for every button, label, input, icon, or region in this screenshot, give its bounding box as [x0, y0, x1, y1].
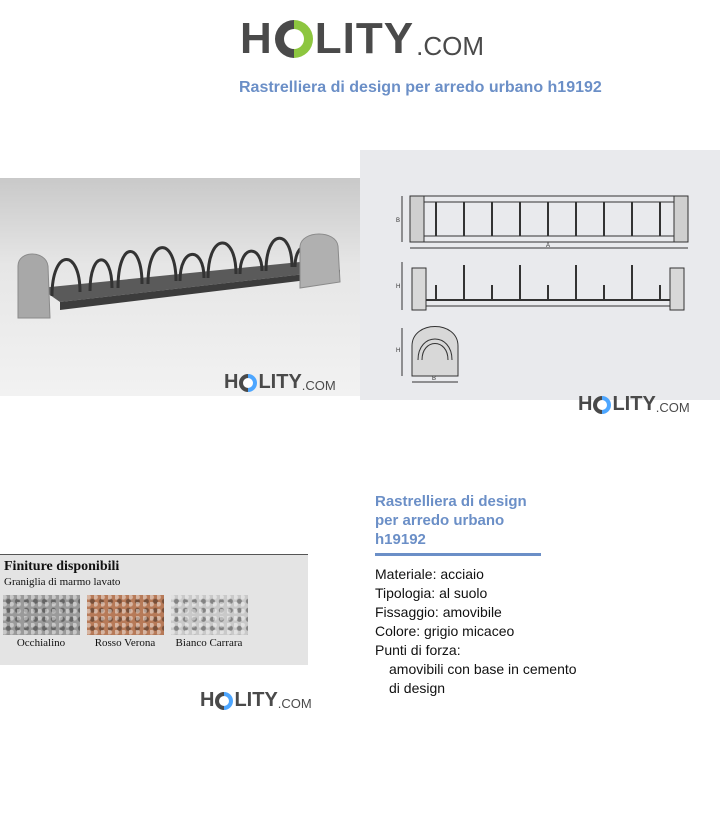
bike-rack-illustration: [0, 178, 360, 396]
dim-label-a: A: [546, 243, 551, 249]
spec-heading-line: h19192: [375, 531, 426, 548]
logo-ring-icon: [239, 374, 257, 392]
logo-text-dotcom: .COM: [301, 378, 336, 393]
spec-strength-item: di design: [389, 680, 446, 696]
spec-heading: [375, 492, 555, 549]
spec-row-strengths: Punti di forza:: [375, 642, 461, 658]
dim-label-b: B: [396, 218, 401, 224]
holity-logo-photo: [224, 371, 336, 394]
spec-heading-line: Rastrelliera di design: [375, 493, 527, 510]
finishes-heading: Finiture disponibili: [4, 559, 120, 574]
logo-ring-icon: [215, 692, 233, 710]
finishes-panel: [0, 554, 308, 665]
technical-drawing: [360, 150, 720, 400]
swatch-occhialino: [3, 595, 80, 635]
swatch-bianco-carrara: [171, 595, 248, 635]
logo-text-lity: LITY: [258, 371, 302, 393]
holity-logo[interactable]: [240, 14, 484, 64]
finishes-subheading: Graniglia di marmo lavato: [4, 576, 121, 588]
dim-label-b-end: B: [432, 376, 437, 382]
logo-text-lity: LITY: [612, 393, 656, 415]
spec-row-material: Materiale: acciaio: [375, 566, 484, 582]
holity-logo-finishes: [200, 689, 312, 712]
swatch-label-rosso-verona: Rosso Verona: [94, 637, 156, 649]
page-title: Rastrelliera di design per arredo urbano h19192: [239, 79, 602, 96]
logo-text-lity: LITY: [234, 689, 278, 711]
logo-text-dotcom: .COM: [277, 696, 312, 711]
logo-text-dotcom: .COM: [416, 30, 484, 61]
logo-text-h: H: [240, 14, 273, 63]
spec-row-color: Colore: grigio micaceo: [375, 623, 515, 639]
logo-text-lity: LITY: [314, 14, 415, 63]
swatch-rosso-verona: [87, 595, 164, 635]
spec-heading-line: per arredo urbano: [375, 512, 505, 529]
spec-row-fixing: Fissaggio: amovibile: [375, 604, 502, 620]
drawing-svg: [360, 150, 720, 400]
swatch-label-bianco-carrara: Bianco Carrara: [175, 637, 243, 649]
logo-text-h: H: [578, 393, 593, 415]
dim-label-h: H: [396, 284, 401, 290]
logo-ring-icon: [275, 20, 313, 58]
spec-list: [375, 565, 577, 698]
product-photo: [0, 178, 360, 396]
logo-ring-icon: [593, 396, 611, 414]
spec-divider: [375, 553, 541, 556]
logo-text-h: H: [224, 371, 239, 393]
spec-row-type: Tipologia: al suolo: [375, 585, 488, 601]
holity-logo-drawing: [578, 393, 690, 416]
swatch-label-occhialino: Occhialino: [16, 637, 66, 649]
logo-text-dotcom: .COM: [655, 400, 690, 415]
spec-strength-item: amovibili con base in cemento: [389, 661, 577, 677]
logo-text-h: H: [200, 689, 215, 711]
dim-label-h-end: H: [396, 348, 401, 354]
